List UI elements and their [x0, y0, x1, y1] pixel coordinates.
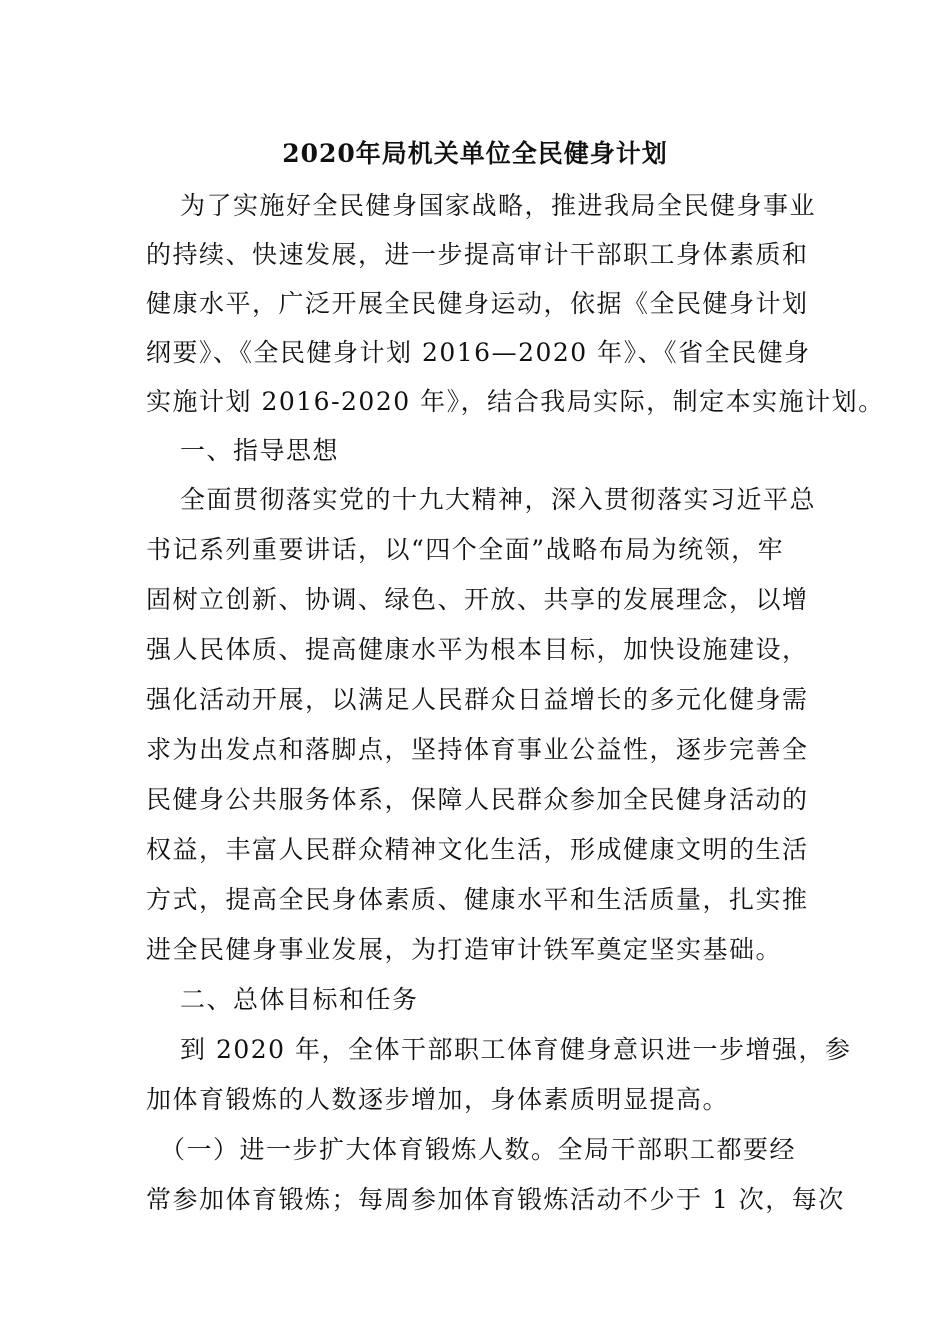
paragraph-line: 权益，丰富人民群众精神文化生活，形成健康文明的生活	[146, 835, 809, 864]
paragraph-line: 全面贯彻落实党的十九大精神，深入贯彻落实习近平总	[180, 485, 817, 514]
section-heading: 一、指导思想	[180, 436, 340, 465]
paragraph-line: 的持续、快速发展，进一步提高审计干部职工身体素质和	[146, 240, 809, 269]
document-title: 2020年局机关单位全民健身计划	[282, 139, 668, 168]
paragraph-line: 民健身公共服务体系，保障人民群众参加全民健身活动的	[146, 785, 809, 814]
paragraph-line: 为了实施好全民健身国家战略，推进我局全民健身事业	[180, 191, 817, 220]
paragraph-line: （一）进一步扩大体育锻炼人数。全局干部职工都要经	[160, 1135, 797, 1164]
paragraph-line: 方式，提高全民身体素质、健康水平和生活质量，扎实推	[146, 885, 809, 914]
paragraph-line: 求为出发点和落脚点，坚持体育事业公益性，逐步完善全	[146, 735, 809, 764]
paragraph-line: 到 2020 年，全体干部职工体育健身意识进一步增强，参	[180, 1035, 852, 1064]
paragraph-line: 健康水平，广泛开展全民健身运动，依据《全民健身计划	[146, 289, 809, 318]
section-heading: 二、总体目标和任务	[180, 985, 419, 1014]
paragraph-line: 强人民体质、提高健康水平为根本目标，加快设施建设，	[146, 635, 809, 664]
paragraph-line: 进全民健身事业发展，为打造审计铁军奠定坚实基础。	[146, 935, 783, 964]
paragraph-line: 强化活动开展，以满足人民群众日益增长的多元化健身需	[146, 685, 809, 714]
paragraph-line: 书记系列重要讲话，以“四个全面”战略布局为统领，牢	[146, 535, 785, 564]
paragraph-line: 纲要》、《全民健身计划 2016—2020 年》、《省全民健身	[146, 338, 811, 367]
paragraph-line: 常参加体育锻炼；每周参加体育锻炼活动不少于 1 次，每次	[146, 1185, 845, 1214]
paragraph-line: 固树立创新、协调、绿色、开放、共享的发展理念，以增	[146, 585, 809, 614]
paragraph-line: 加体育锻炼的人数逐步增加，身体素质明显提高。	[146, 1085, 730, 1114]
paragraph-line: 实施计划 2016-2020 年》，结合我局实际，制定本实施计划。	[146, 387, 885, 416]
